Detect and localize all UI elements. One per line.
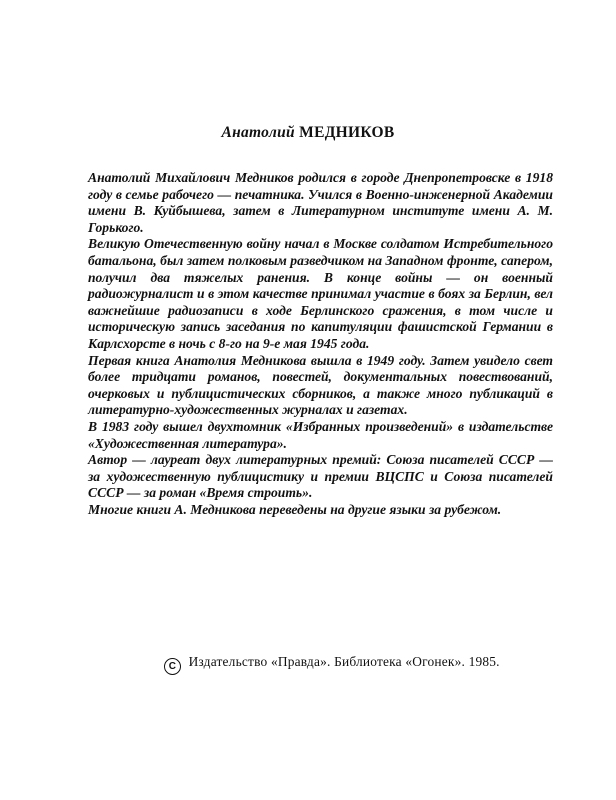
author-biography bbox=[88, 170, 553, 518]
bio-paragraph: Первая книга Анатолия Медникова вышла в 1949 году. Затем увидело свет более тридцати романов, повестей, документальных повествований, очерковых и публицистических сборников, а также много публикаций в литературно-художественных журналах и газетах. bbox=[88, 352, 553, 418]
bio-paragraph: Автор — лауреат двух литературных премий: Союза писателей СССР — за художественную публицистику и премии ВЦСПС и Союза писателей СССР — за роман «Время строить». bbox=[88, 452, 553, 501]
bio-paragraph: Анатолий Михайлович Медников родился в городе Днепропетровске в 1918 году в семье рабочего — печатника. Учился в Военно-инженерной Академии имени В. Куйбышева, затем в Литературном институте имени А. М. Горького. bbox=[88, 170, 553, 235]
author-first-name: Анатолий bbox=[221, 124, 295, 141]
author-heading bbox=[0, 124, 616, 142]
bio-paragraph: В 1983 году вышел двухтомник «Избранных произведений» в издательстве «Художественная литература». bbox=[88, 418, 553, 451]
copyright-icon: C bbox=[164, 658, 181, 675]
bio-paragraph: Многие книги А. Медникова переведены на другие языки за рубежом. bbox=[88, 501, 502, 517]
bio-paragraph: Великую Отечественную войну начал в Москве солдатом Истребительного батальона, был затем полковым разведчиком на Западном фронте, сапером, получил два тяжелых ранения. В конце войны — он военный радиожурналист и в этом качестве принимал участие в боях за Берлин, вел важнейшие радиозаписи в ходе Берлинского сражения, в том числе и историческую запись заседания по капитуляции фашистской Германии в Карлсхорсте в ночь с 8-го на 9-е мая 1945 года. bbox=[88, 236, 553, 351]
copyright-text: Издательство «Правда». Библиотека «Огонек». 1985. bbox=[188, 654, 500, 669]
copyright-line bbox=[164, 654, 564, 675]
author-surname: МЕДНИКОВ bbox=[299, 124, 395, 141]
